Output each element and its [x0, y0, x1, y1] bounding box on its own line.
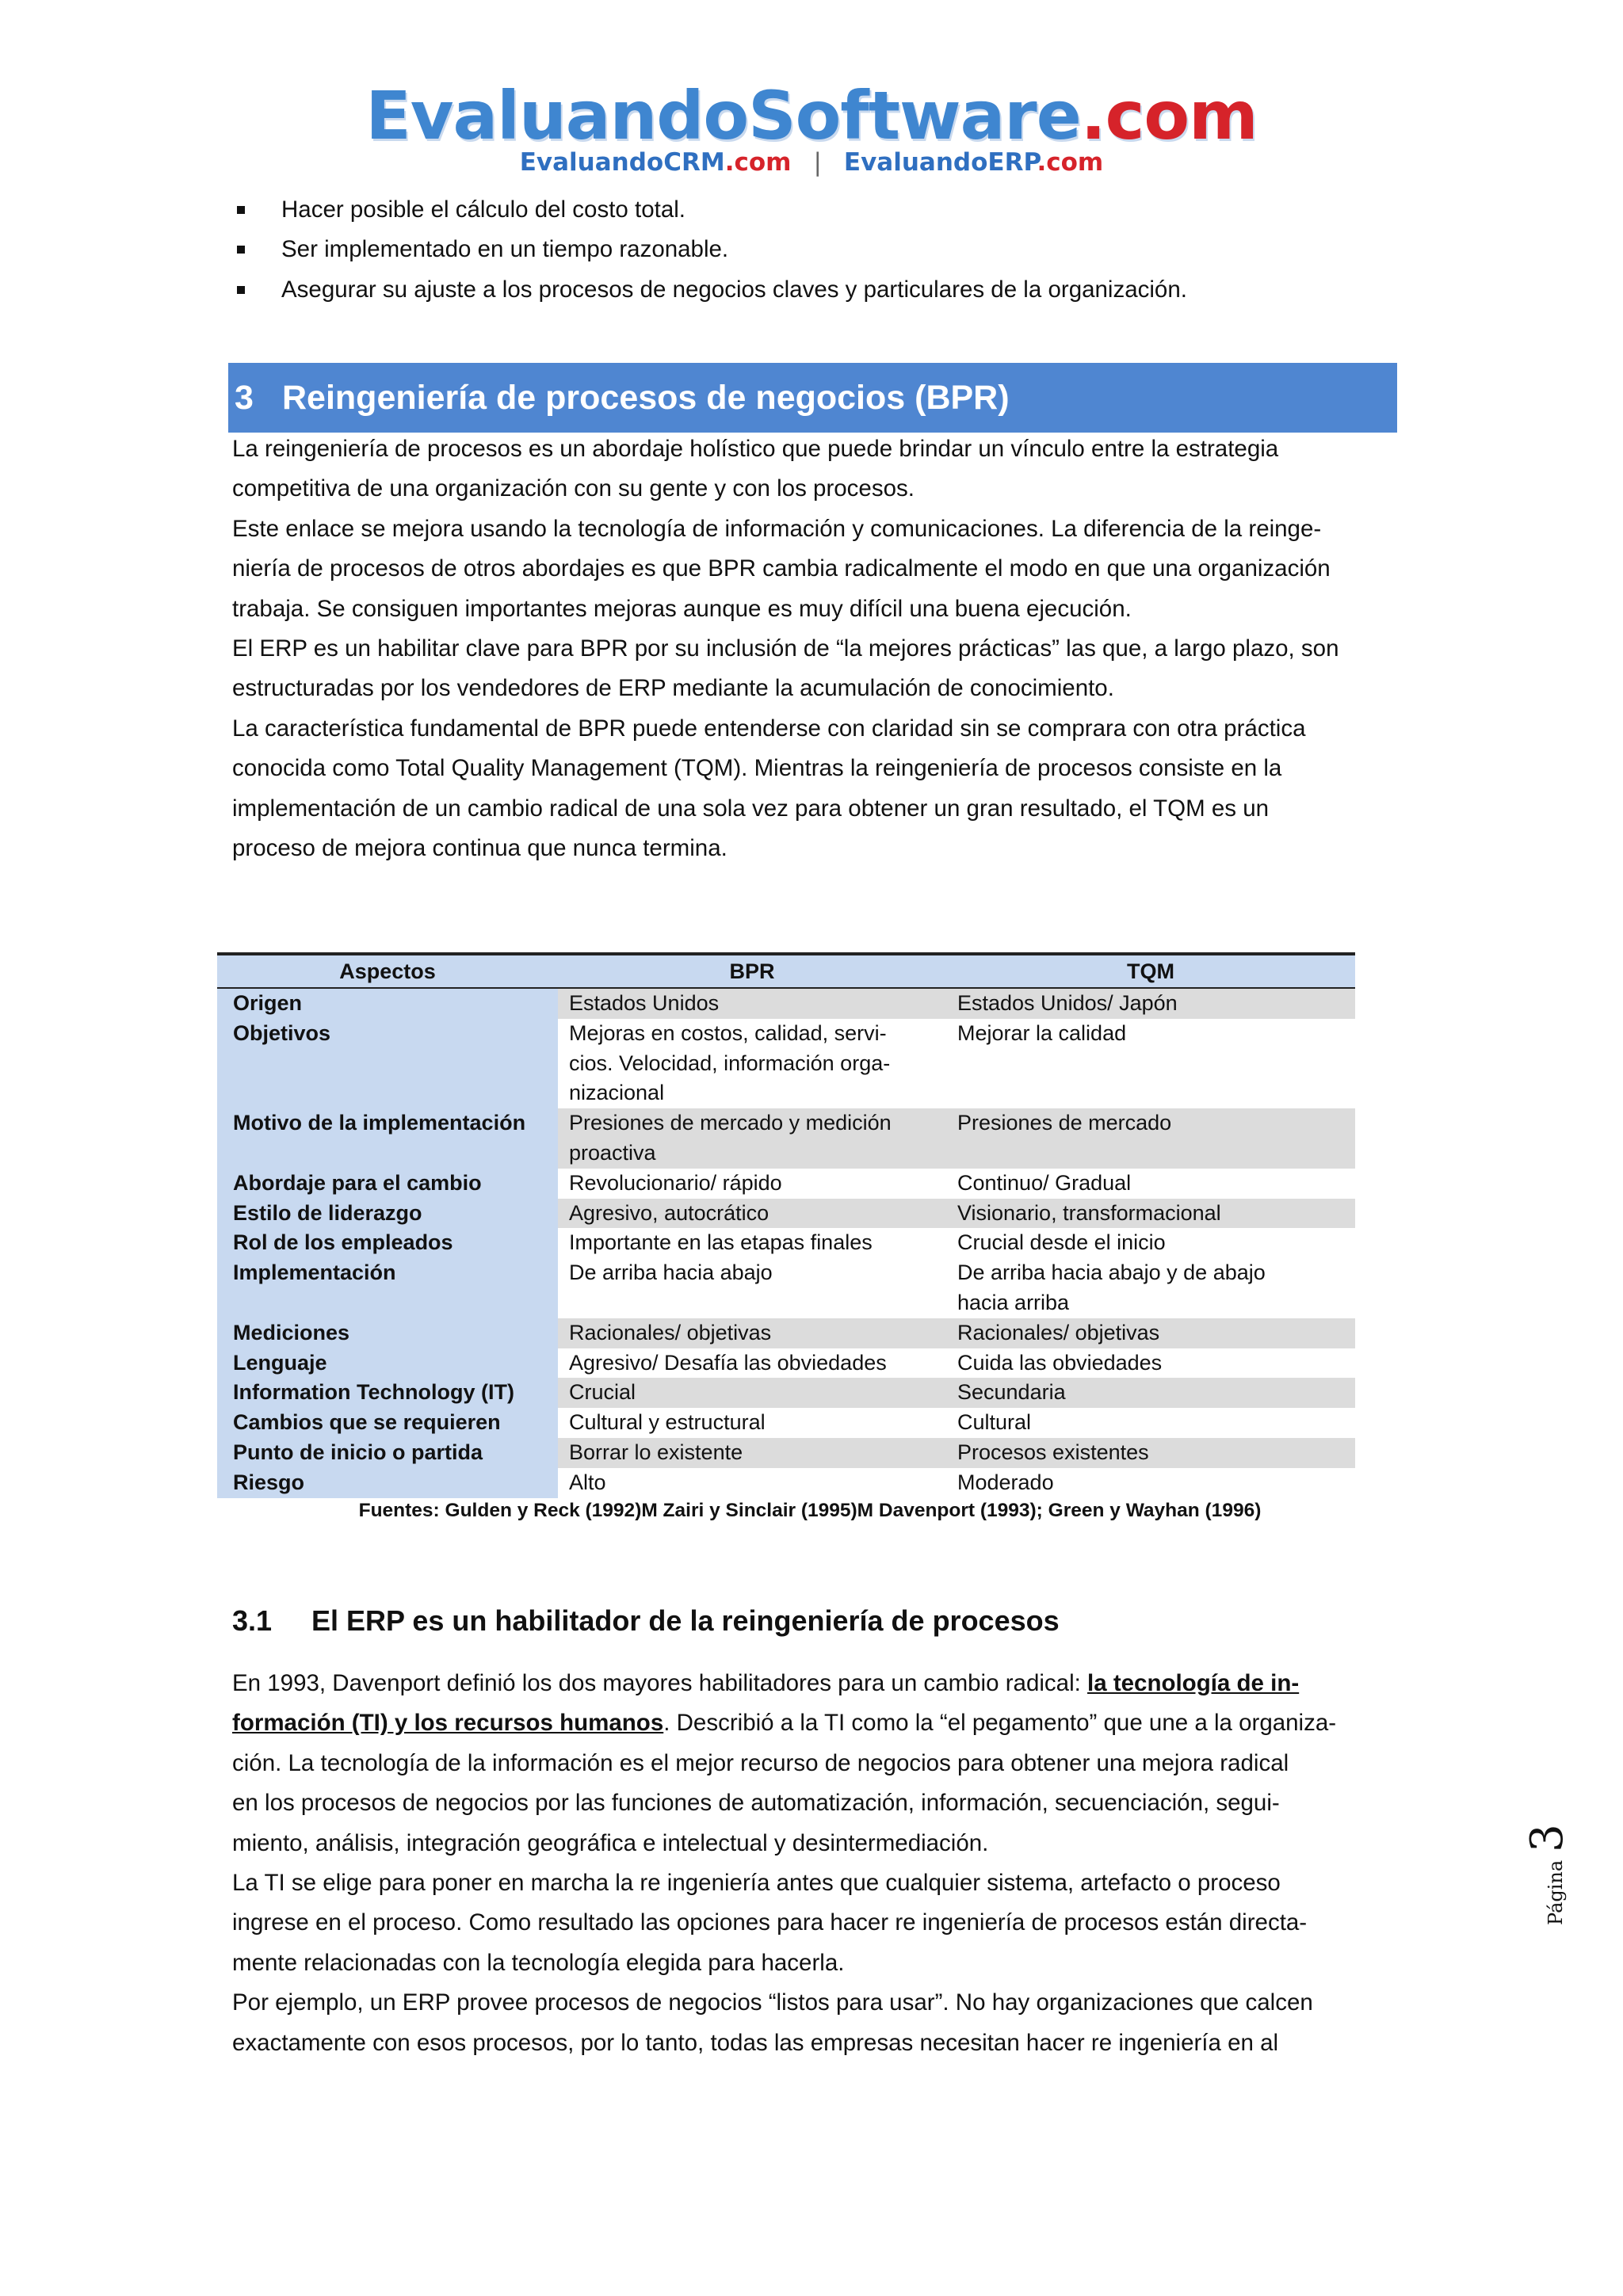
bpr-cell — [558, 988, 946, 1019]
page-number-value: 3 — [1522, 1824, 1573, 1852]
tqm-cell — [946, 1169, 1355, 1199]
text-line: conocida como Total Quality Management (TQM). Mientras la reingeniería de procesos consiste en la — [232, 755, 1282, 782]
bpr-cell — [558, 1019, 946, 1108]
aspect-cell: Rol de los empleados — [217, 1228, 558, 1258]
cell-line: Alto — [569, 1470, 606, 1494]
site-sub-logos — [0, 148, 1623, 177]
aspect-cell: Punto de inicio o partida — [217, 1438, 558, 1468]
aspect-cell: Cambios que se requieren — [217, 1408, 558, 1438]
tqm-cell — [946, 1348, 1355, 1379]
table-row — [217, 1318, 1355, 1348]
cell-line: Presiones de mercado y medición — [569, 1111, 892, 1135]
aspect-cell: Abordaje para el cambio — [217, 1169, 558, 1199]
text-line: formación (TI) y los recursos humanos. Describió a la TI como la “el pegamento” que une a la organiza- — [232, 1710, 1337, 1737]
cell-line: nizacional — [569, 1081, 665, 1105]
subsection-title: El ERP es un habilitador de la reingeniería de procesos — [311, 1604, 1060, 1637]
logo-erp-text: EvaluandoERP — [843, 148, 1037, 177]
bpr-cell — [558, 1468, 946, 1498]
bpr-tqm-comparison-table — [217, 952, 1355, 1498]
bpr-cell — [558, 1438, 946, 1468]
bpr-cell — [558, 1228, 946, 1258]
logo-crm-text: EvaluandoCRM — [519, 148, 725, 177]
cell-line: Continuo/ Gradual — [957, 1170, 1132, 1195]
cell-line: proactiva — [569, 1140, 656, 1165]
text-line: exactamente con esos procesos, por lo tanto, todas las empresas necesitan hacer re ingeniería en al — [232, 2029, 1279, 2056]
cell-line: Cultural — [957, 1410, 1032, 1435]
tqm-cell — [946, 1019, 1355, 1108]
logo-erp-tld: .com — [1037, 148, 1104, 177]
cell-line: Secundaria — [957, 1380, 1066, 1405]
list-item — [231, 270, 1419, 310]
aspect-cell: Mediciones — [217, 1318, 558, 1348]
section-number: 3 — [235, 378, 254, 417]
text-line: ingrese en el proceso. Como resultado las opciones para hacer re ingeniería de procesos están directa- — [232, 1909, 1308, 1936]
cell-line: Cultural y estructural — [569, 1410, 766, 1435]
cell-line: Importante en las etapas finales — [569, 1230, 873, 1255]
section-title: Reingeniería de procesos de negocios (BPR) — [282, 378, 1010, 417]
text-line: Por ejemplo, un ERP provee procesos de negocios “listos para usar”. No hay organizaciones que calcen — [232, 1989, 1313, 2016]
tqm-cell — [946, 1108, 1355, 1169]
aspect-cell: Estilo de liderazgo — [217, 1199, 558, 1229]
cell-line: Mejoras en costos, calidad, servi- — [569, 1020, 887, 1045]
text-line: mente relacionadas con la tecnología elegida para hacerla. — [232, 1949, 845, 1976]
table-row — [217, 1169, 1355, 1199]
cell-line: Racionales/ objetivas — [569, 1320, 772, 1344]
aspect-cell: Information Technology (IT) — [217, 1378, 558, 1408]
cell-line: cios. Velocidad, información orga- — [569, 1051, 891, 1075]
cell-line: Moderado — [957, 1470, 1054, 1494]
aspect-cell: Objetivos — [217, 1019, 558, 1108]
cell-line: Revolucionario/ rápido — [569, 1170, 782, 1195]
logo-separator: | — [813, 148, 822, 177]
cell-line: De arriba hacia abajo — [569, 1261, 773, 1285]
table-row — [217, 1438, 1355, 1468]
tqm-cell — [946, 1199, 1355, 1229]
cell-line: Mejorar la calidad — [957, 1020, 1127, 1045]
header-bpr: BPR — [558, 954, 946, 988]
cell-line: Agresivo, autocrático — [569, 1200, 769, 1225]
bullet-list — [231, 190, 1419, 310]
bpr-cell — [558, 1169, 946, 1199]
bullet-text: Hacer posible el cálculo del costo total. — [281, 196, 685, 223]
table-row — [217, 1408, 1355, 1438]
text-line: en los procesos de negocios por las funciones de automatización, información, secuenciación, segui- — [232, 1790, 1280, 1817]
table-sources — [0, 1500, 1623, 1522]
list-item — [231, 190, 1419, 230]
text-line: miento, análisis, integración geográfica e intelectual y desintermediación. — [232, 1829, 989, 1856]
bullet-square-icon — [237, 286, 245, 294]
cell-line: De arriba hacia abajo y de abajo — [957, 1261, 1266, 1285]
bullet-square-icon — [237, 206, 245, 214]
cell-line: Borrar lo existente — [569, 1440, 743, 1464]
logo-main-tld: .com — [1080, 77, 1258, 154]
underlined-emphasis: formación (TI) y los recursos humanos — [232, 1710, 664, 1737]
table-row — [217, 1378, 1355, 1408]
table-row — [217, 1199, 1355, 1229]
text-line: implementación de un cambio radical de una sola vez para obtener un gran resultado, el TQM es un — [232, 795, 1270, 822]
cell-line: Cuida las obviedades — [957, 1350, 1163, 1375]
cell-line: Crucial — [569, 1380, 636, 1405]
text-line: trabaja. Se consiguen importantes mejoras aunque es muy difícil una buena ejecución. — [232, 595, 1132, 622]
cell-line: Agresivo/ Desafía las obviedades — [569, 1350, 887, 1375]
list-item — [231, 230, 1419, 269]
text-line: La característica fundamental de BPR puede entenderse con claridad sin se comprara con otra práctica — [232, 715, 1306, 742]
bpr-cell — [558, 1408, 946, 1438]
text-line: niería de procesos de otros abordajes es que BPR cambia radicalmente el modo en que una organización — [232, 555, 1331, 582]
tqm-cell — [946, 1438, 1355, 1468]
cell-line: Presiones de mercado — [957, 1111, 1172, 1135]
table-row — [217, 1258, 1355, 1318]
table-header-row — [217, 954, 1355, 988]
aspect-cell: Origen — [217, 988, 558, 1019]
aspect-cell: Implementación — [217, 1258, 558, 1318]
text-line: El ERP es un habilitar clave para BPR por su inclusión de “la mejores prácticas” las que, a largo plazo, son — [232, 635, 1339, 662]
text-line: La TI se elige para poner en marcha la re ingeniería antes que cualquier sistema, artefacto o proceso — [232, 1870, 1281, 1897]
bpr-cell — [558, 1108, 946, 1169]
logo-main-text: EvaluandoSoftware — [365, 77, 1081, 154]
cell-line: Crucial desde el inicio — [957, 1230, 1166, 1255]
bullet-square-icon — [237, 246, 245, 254]
cell-line: Racionales/ objetivas — [957, 1320, 1160, 1344]
bpr-cell — [558, 1199, 946, 1229]
text-line: ción. La tecnología de la información es el mejor recurso de negocios para obtener una mejora radical — [232, 1749, 1289, 1776]
bullet-text: Ser implementado en un tiempo razonable. — [281, 236, 729, 263]
tqm-cell — [946, 1318, 1355, 1348]
header-tqm: TQM — [946, 954, 1355, 988]
page-label: Página — [1545, 1859, 1567, 1925]
table-row — [217, 1228, 1355, 1258]
tqm-cell — [946, 1468, 1355, 1498]
underlined-emphasis: la tecnología de in- — [1087, 1670, 1300, 1696]
page-number — [1506, 1814, 1577, 1925]
logo-crm-tld: .com — [724, 148, 792, 177]
bpr-cell — [558, 1348, 946, 1379]
section-3-1-body — [232, 1664, 1397, 2063]
table-row — [217, 1019, 1355, 1108]
tqm-cell — [946, 1408, 1355, 1438]
aspect-cell: Riesgo — [217, 1468, 558, 1498]
table-row — [217, 1108, 1355, 1169]
bpr-cell — [558, 1318, 946, 1348]
tqm-cell — [946, 988, 1355, 1019]
text-line: En 1993, Davenport definió los dos mayores habilitadores para un cambio radical: la tecnología de in- — [232, 1670, 1300, 1696]
tqm-cell — [946, 1228, 1355, 1258]
section-3-body — [232, 429, 1397, 868]
tqm-cell — [946, 1378, 1355, 1408]
bpr-cell — [558, 1258, 946, 1318]
text-line: Este enlace se mejora usando la tecnología de información y comunicaciones. La diferencia de la reinge- — [232, 515, 1322, 542]
sources-text: Fuentes: Gulden y Reck (1992)M Zairi y Sinclair (1995)M Davenport (1993); Green y Wayhan (1996) — [358, 1500, 1262, 1521]
cell-line: Procesos existentes — [957, 1440, 1149, 1464]
cell-line: Estados Unidos/ Japón — [957, 991, 1178, 1015]
table-row — [217, 1468, 1355, 1498]
subsection-number: 3.1 — [232, 1604, 273, 1637]
cell-line: Visionario, transformacional — [957, 1200, 1221, 1225]
bpr-cell — [558, 1378, 946, 1408]
text-line: estructuradas por los vendedores de ERP mediante la acumulación de conocimiento. — [232, 675, 1114, 702]
text-line: La reingeniería de procesos es un abordaje holístico que puede brindar un vínculo entre la estrategia — [232, 436, 1279, 462]
header-aspectos: Aspectos — [217, 954, 558, 988]
tqm-cell — [946, 1258, 1355, 1318]
aspect-cell: Lenguaje — [217, 1348, 558, 1379]
text-line: competitiva de una organización con su gente y con los procesos. — [232, 475, 915, 502]
cell-line: hacia arriba — [957, 1290, 1070, 1314]
section-3-1-heading — [232, 1604, 1060, 1638]
table-row — [217, 988, 1355, 1019]
cell-line: Estados Unidos — [569, 991, 720, 1015]
text-line: proceso de mejora continua que nunca termina. — [232, 835, 727, 862]
table-row — [217, 1348, 1355, 1379]
section-3-heading — [228, 363, 1397, 433]
bullet-text: Asegurar su ajuste a los procesos de negocios claves y particulares de la organización. — [281, 276, 1187, 303]
site-logo — [0, 77, 1623, 154]
aspect-cell: Motivo de la implementación — [217, 1108, 558, 1169]
